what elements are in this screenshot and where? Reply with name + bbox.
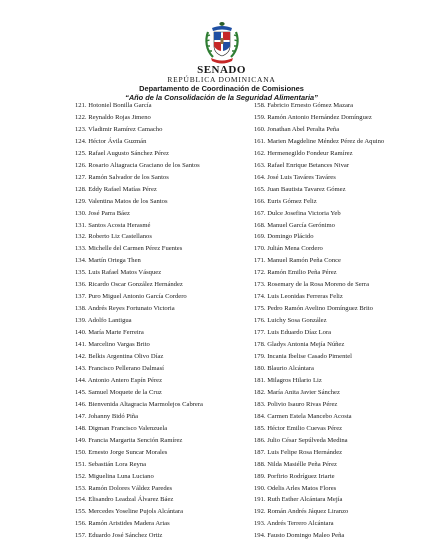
list-item: 144. Antonio Antero Espín Pérez (75, 376, 162, 384)
list-item: 149. Francia Margarita Sención Ramírez (75, 436, 183, 444)
list-item: 184. Carmen Estela Mancebo Acosta (254, 412, 352, 420)
list-item: 147. Johanny Bidó Piña (75, 412, 139, 420)
list-item: 122. Reynaldo Rojas Jimeno (75, 113, 151, 121)
list-item: 148. Digman Francisco Valenzuela (75, 424, 168, 432)
list-item: 136. Ricardo Oscar González Hernández (75, 281, 183, 289)
republic-subtitle: REPÚBLICA DOMINICANA (167, 75, 276, 84)
list-item: 172. Ramón Emilio Peña Pérez (254, 269, 337, 277)
list-item: 155. Mercedes Yoseline Pujols Alcántara (75, 508, 184, 516)
names-list-right (254, 100, 439, 542)
list-item: 162. Hermenegildo Fondeur Ramírez (254, 149, 353, 157)
list-item: 190. Odelis Arles Matos Flores (254, 484, 337, 492)
list-item: 193. Andrés Terrero Alcántara (254, 520, 334, 528)
list-item: 161. Marien Magdeline Méndez Pérez de Aquino (254, 137, 385, 145)
list-item: 160. Jonathan Abel Peralta Peña (254, 125, 340, 133)
list-item: 182. María Anita Javier Sánchez (254, 388, 340, 396)
list-item: 153. Ramón Dolores Váldez Paredes (75, 484, 173, 492)
department-title: Departamento de Coordinación de Comisiones (139, 84, 304, 93)
list-item: 180. Blaurio Alcántara (254, 364, 314, 372)
list-item: 134. Martín Ortega Then (75, 257, 141, 265)
list-item: 168. Manuel García Gerónimo (254, 221, 335, 229)
list-item: 124. Héctor Ávila Guzmán (75, 137, 147, 145)
list-item: 142. Belkis Argentina Olivo Díaz (75, 353, 164, 361)
list-item: 165. Juan Bautista Tavarez Gómez (254, 185, 346, 193)
list-item: 192. Román Andrés Jáquez Liranzo (254, 508, 349, 516)
list-item: 186. Julio César Sepúlveda Medina (254, 436, 348, 444)
list-item: 123. Vladimir Ramírez Camacho (75, 125, 163, 133)
list-item: 152. Miguelina Luna Luciano (75, 472, 154, 480)
list-item: 159. Ramón Antonio Hernández Domínguez (254, 113, 372, 121)
list-item: 163. Rafael Enrique Betances Nivar (254, 161, 350, 169)
list-item: 181. Milagros Hilario Liz (254, 376, 322, 384)
list-item: 169. Domingo Plácido (254, 233, 314, 241)
list-item: 132. Roberto Liz Castellanos (75, 233, 152, 241)
list-item: 189. Porfirio Rodríguez Iriarte (254, 472, 335, 480)
list-item: 166. Euris Gómez Feliz (254, 197, 317, 205)
list-item: 157. Eduardo José Sánchez Ortiz (75, 532, 163, 540)
list-item: 187. Luis Felipe Rosa Hernández (254, 448, 343, 456)
list-item: 170. Julián Mena Cordero (254, 245, 323, 253)
list-item: 135. Luis Rafael Matos Vásquez (75, 269, 162, 277)
list-item: 173. Rosemary de la Rosa Moreno de Serra (254, 281, 369, 289)
list-item: 191. Ruth Esther Alcántara Mejía (254, 496, 343, 504)
year-motto: “Año de la Consolidación de la Seguridad Alimentaria” (125, 93, 318, 102)
senate-title: SENADO (197, 64, 246, 76)
list-item: 137. Puro Miguel Antonio García Cordero (75, 293, 187, 301)
list-item: 188. Nilda Masiélle Peña Pérez (254, 460, 337, 468)
list-item: 121. Hotoniel Bonilla García (75, 102, 152, 109)
list-item: 167. Dulce Josefina Victoria Yeb (254, 209, 341, 217)
list-item: 128. Eddy Rafael Matías Pérez (75, 185, 157, 193)
list-item: 156. Ramón Aristides Madera Arias (75, 520, 170, 528)
list-item: 176. Luichy Sosa González (254, 317, 327, 325)
list-item: 146. Bienvenida Altagracia Marmolejos Cabrera (75, 400, 203, 408)
list-item: 171. Manuel Ramón Peña Conce (254, 257, 341, 265)
list-item: 125. Rafael Augusto Sánchez Pérez (75, 149, 169, 157)
list-item: 150. Ernesto Jorge Suncar Morales (75, 448, 168, 456)
list-item: 175. Pedro Ramón Avelino Domínguez Brito (254, 305, 373, 313)
list-item: 178. Gladys Antonia Mejía Núñez (254, 341, 345, 349)
list-item: 179. Incania Ibelise Casado Pimentel (254, 353, 352, 361)
list-item: 185. Héctor Emilio Cuevas Pérez (254, 424, 343, 432)
list-item: 130. José Parra Báez (75, 209, 130, 217)
list-item: 133. Michelle del Carmen Pérez Fuentes (75, 245, 183, 253)
list-item: 154. Elisandro Leadzal Álvarez Báez (75, 496, 174, 504)
list-item: 145. Samuel Moquete de la Cruz (75, 388, 162, 396)
list-item: 174. Luis Leonidas Ferreras Feliz (254, 293, 343, 301)
list-item: 126. Rosario Altagracia Graciano de los Santos (75, 161, 200, 169)
list-item: 138. Andrés Reyes Fortunato Victoria (75, 305, 175, 313)
list-item: 139. Adolfo Lantigua (75, 317, 132, 325)
list-item: 131. Santos Acosta Herasmé (75, 221, 151, 229)
list-item: 141. Marcelino Vargas Brito (75, 341, 150, 349)
list-item: 151. Sebastián Lora Reyna (75, 460, 147, 468)
list-item: 129. Valentina Matos de los Santos (75, 197, 168, 205)
list-item: 177. Luis Eduardo Díaz Lora (254, 329, 332, 337)
list-item: 194. Fausto Domingo Maleo Peña (254, 532, 345, 540)
list-item: 143. Francisco Pellerano Dalmasí (75, 364, 164, 372)
list-item: 158. Fabricio Ernesto Gómez Mazara (254, 102, 354, 109)
coat-of-arms-icon (204, 20, 240, 66)
list-item: 140. María Marte Ferreira (75, 329, 144, 337)
names-list-left (75, 100, 255, 542)
list-item: 127. Ramón Salvador de los Santos (75, 173, 169, 181)
list-item: 183. Polivio Isauro Rivas Pérez (254, 400, 338, 408)
list-item: 164. José Luis Taváres Taváres (254, 173, 336, 181)
